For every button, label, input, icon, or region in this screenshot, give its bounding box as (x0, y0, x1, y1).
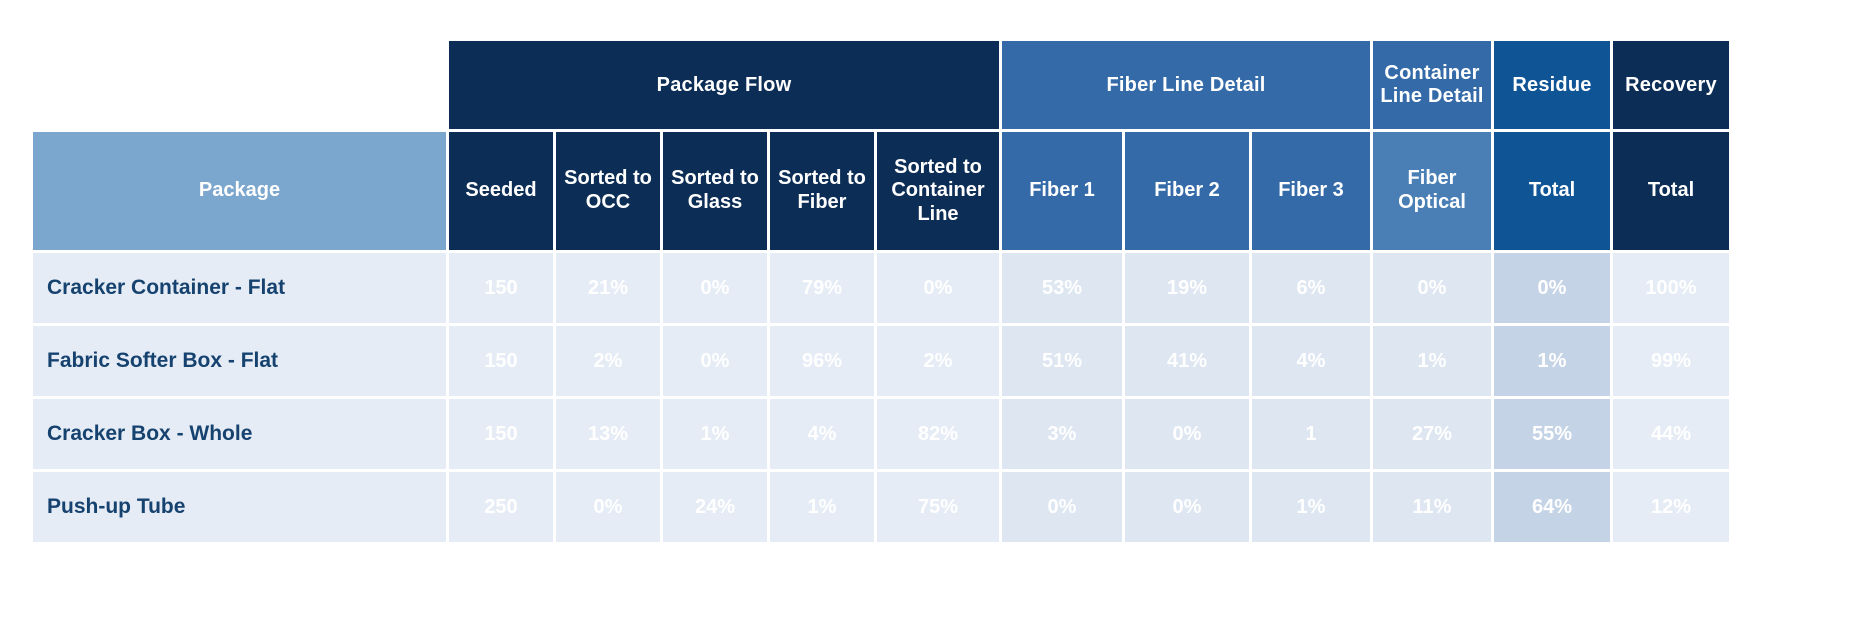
cell-sorted-to-fiber: 4% (770, 399, 874, 469)
cell-sorted-to-glass: 1% (663, 399, 767, 469)
cell-fiber-2: 0% (1125, 472, 1249, 542)
table-sheet (0, 38, 1855, 625)
cell-sorted-to-glass: 24% (663, 472, 767, 542)
column-header-sorted-to-container-line: Sorted to Container Line (877, 132, 999, 250)
table-row (33, 472, 1729, 542)
cell-sorted-to-fiber: 1% (770, 472, 874, 542)
cell-sorted-to-occ: 2% (556, 326, 660, 396)
cell-fiber-1: 0% (1002, 472, 1122, 542)
group-header-container-line-detail: Container Line Detail (1373, 41, 1491, 129)
row-label: Cracker Box - Whole (33, 399, 446, 469)
column-header-sorted-to-occ: Sorted to OCC (556, 132, 660, 250)
cell-fiber-optical: 0% (1373, 253, 1491, 323)
column-header-residue-total: Total (1494, 132, 1610, 250)
column-header-recovery-total: Total (1613, 132, 1729, 250)
cell-fiber-optical: 27% (1373, 399, 1491, 469)
cell-fiber-2: 19% (1125, 253, 1249, 323)
cell-sorted-to-fiber: 96% (770, 326, 874, 396)
cell-seeded: 150 (449, 326, 553, 396)
cell-fiber-3: 1 (1252, 399, 1370, 469)
group-header-residue: Residue (1494, 41, 1610, 129)
column-header-fiber-2: Fiber 2 (1125, 132, 1249, 250)
package-flow-table (30, 38, 1732, 545)
row-label: Push-up Tube (33, 472, 446, 542)
row-label: Fabric Softer Box - Flat (33, 326, 446, 396)
cell-fiber-2: 41% (1125, 326, 1249, 396)
group-header-row (33, 41, 1729, 129)
cell-fiber-optical: 11% (1373, 472, 1491, 542)
cell-residue-total: 64% (1494, 472, 1610, 542)
cell-residue-total: 55% (1494, 399, 1610, 469)
cell-seeded: 150 (449, 399, 553, 469)
cell-recovery-total: 44% (1613, 399, 1729, 469)
cell-sorted-to-glass: 0% (663, 326, 767, 396)
column-header-package: Package (33, 132, 446, 250)
table-body (33, 253, 1729, 542)
cell-sorted-to-occ: 0% (556, 472, 660, 542)
cell-sorted-to-container-line: 2% (877, 326, 999, 396)
cell-recovery-total: 99% (1613, 326, 1729, 396)
column-header-row (33, 132, 1729, 250)
column-header-seeded: Seeded (449, 132, 553, 250)
group-header-package-flow: Package Flow (449, 41, 999, 129)
table-row (33, 399, 1729, 469)
cell-sorted-to-occ: 13% (556, 399, 660, 469)
group-header-recovery: Recovery (1613, 41, 1729, 129)
table-header (33, 41, 1729, 250)
cell-sorted-to-glass: 0% (663, 253, 767, 323)
cell-fiber-1: 51% (1002, 326, 1122, 396)
column-header-fiber-3: Fiber 3 (1252, 132, 1370, 250)
row-label: Cracker Container - Flat (33, 253, 446, 323)
column-header-fiber-optical: Fiber Optical (1373, 132, 1491, 250)
cell-fiber-3: 4% (1252, 326, 1370, 396)
cell-sorted-to-container-line: 0% (877, 253, 999, 323)
column-header-sorted-to-fiber: Sorted to Fiber (770, 132, 874, 250)
group-header-blank (33, 41, 446, 129)
group-header-fiber-line-detail: Fiber Line Detail (1002, 41, 1370, 129)
cell-sorted-to-container-line: 82% (877, 399, 999, 469)
table-row (33, 253, 1729, 323)
cell-fiber-3: 6% (1252, 253, 1370, 323)
cell-recovery-total: 12% (1613, 472, 1729, 542)
cell-seeded: 250 (449, 472, 553, 542)
cell-sorted-to-fiber: 79% (770, 253, 874, 323)
cell-sorted-to-occ: 21% (556, 253, 660, 323)
column-header-sorted-to-glass: Sorted to Glass (663, 132, 767, 250)
cell-fiber-1: 3% (1002, 399, 1122, 469)
cell-fiber-1: 53% (1002, 253, 1122, 323)
cell-seeded: 150 (449, 253, 553, 323)
cell-fiber-3: 1% (1252, 472, 1370, 542)
cell-recovery-total: 100% (1613, 253, 1729, 323)
table-row (33, 326, 1729, 396)
cell-residue-total: 1% (1494, 326, 1610, 396)
cell-fiber-2: 0% (1125, 399, 1249, 469)
cell-sorted-to-container-line: 75% (877, 472, 999, 542)
cell-residue-total: 0% (1494, 253, 1610, 323)
column-header-fiber-1: Fiber 1 (1002, 132, 1122, 250)
cell-fiber-optical: 1% (1373, 326, 1491, 396)
